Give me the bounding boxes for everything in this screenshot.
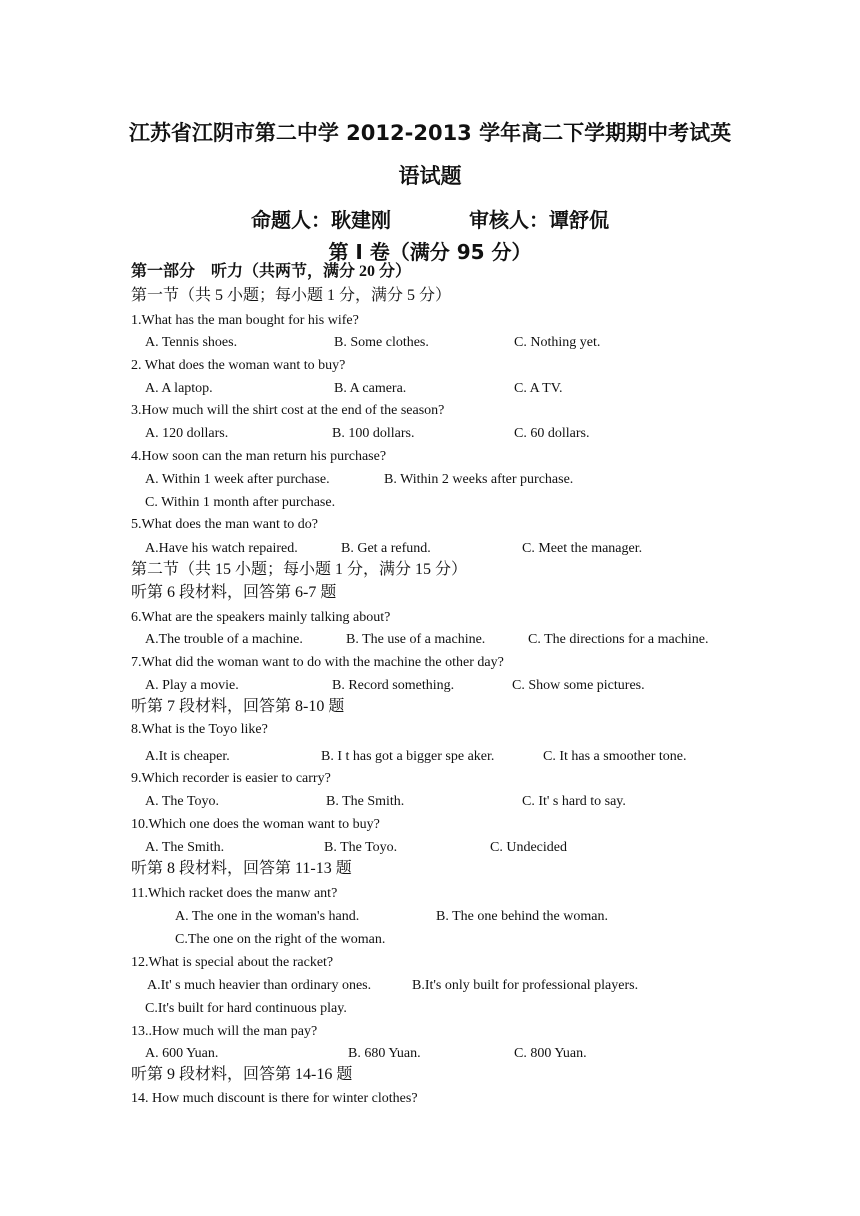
option-c: C. Nothing yet. [514,335,601,350]
option-b: B. 680 Yuan. [348,1046,421,1061]
question-stem: 12.What is special about the racket? [131,955,334,970]
option-a: A. 120 dollars. [145,426,229,441]
option-a: A. Within 1 week after purchase. [145,472,330,487]
option-b: B.It's only built for professional players. [412,978,639,993]
option-b: B. The Smith. [326,794,405,809]
option-a: A. The one in the woman's hand. [175,909,360,924]
question-stem: 8.What is the Toyo like? [131,722,268,737]
segment-heading: 听第 8 段材料，回答第 11-13 题 [131,860,352,877]
option-c: C. 60 dollars. [514,426,590,441]
option-a: A.It is cheaper. [145,749,230,764]
author-line [0,204,860,233]
option-c: C. Undecided [490,840,567,855]
question-stem: 9.Which recorder is easier to carry? [131,771,331,786]
title-line-1: 江苏省江阴市第二中学 2012-2013 学年高二下学期期中考试英 [128,121,732,145]
segment-heading: 听第 6 段材料，回答第 6-7 题 [131,584,337,601]
option-b: B. I t has got a bigger spe aker. [321,749,495,764]
option-a: A. The Toyo. [145,794,219,809]
option-c: C. It' s hard to say. [522,794,626,809]
option-c: C. Within 1 month after purchase. [145,495,336,510]
option-c: C. 800 Yuan. [514,1046,587,1061]
option-a: A.It' s much heavier than ordinary ones. [147,978,372,993]
option-a: A. The Smith. [145,840,225,855]
option-c: C. It has a smoother tone. [543,749,687,764]
option-a: A.Have his watch repaired. [145,541,298,556]
option-c: C. A TV. [514,381,563,396]
option-b: B. Get a refund. [341,541,431,556]
option-c: C. The directions for a machine. [528,632,709,647]
part-heading: 第一部分 听力（共两节，满分 20 分） [131,263,412,280]
segment-heading: 听第 7 段材料，回答第 8-10 题 [131,698,345,715]
question-stem: 4.How soon can the man return his purchase? [131,449,387,464]
question-stem: 7.What did the woman want to do with the machine the other day? [131,655,504,670]
option-c: C.It's built for hard continuous play. [145,1001,347,1016]
option-c: C. Show some pictures. [512,678,645,693]
option-c: C. Meet the manager. [522,541,643,556]
option-a: A. 600 Yuan. [145,1046,219,1061]
option-b: B. 100 dollars. [332,426,415,441]
option-b: B. The one behind the woman. [436,909,608,924]
question-stem: 10.Which one does the woman want to buy? [131,817,380,832]
option-b: B. Within 2 weeks after purchase. [384,472,574,487]
question-stem: 2. What does the woman want to buy? [131,358,346,373]
reviewer: 审核人：谭舒侃 [469,208,609,232]
question-stem: 6.What are the speakers mainly talking about? [131,610,391,625]
option-b: B. The Toyo. [324,840,398,855]
question-stem: 5.What does the man want to do? [131,517,319,532]
segment-heading: 听第 9 段材料，回答第 14-16 题 [131,1066,353,1083]
option-a: A.The trouble of a machine. [145,632,303,647]
question-stem: 3.How much will the shirt cost at the end of the season? [131,403,445,418]
option-b: B. Some clothes. [334,335,429,350]
option-b: B. The use of a machine. [346,632,486,647]
section-heading: 第一节（共 5 小题；每小题 1 分，满分 5 分） [131,287,452,304]
question-stem: 11.Which racket does the manw ant? [131,886,338,901]
question-stem: 13..How much will the man pay? [131,1024,318,1039]
title-line-2: 语试题 [398,164,462,188]
section-heading: 第二节（共 15 小题；每小题 1 分，满分 15 分） [131,561,468,578]
question-stem: 1.What has the man bought for his wife? [131,313,359,328]
option-a: A. A laptop. [145,381,213,396]
option-b: B. A camera. [334,381,407,396]
volume-heading: 第 I 卷（满分 95 分） [328,240,532,264]
option-a: A. Tennis shoes. [145,335,238,350]
author: 命题人：耿建刚 [251,208,391,232]
option-c: C.The one on the right of the woman. [175,932,386,947]
option-a: A. Play a movie. [145,678,239,693]
question-stem: 14. How much discount is there for winter clothes? [131,1091,418,1106]
option-b: B. Record something. [332,678,455,693]
